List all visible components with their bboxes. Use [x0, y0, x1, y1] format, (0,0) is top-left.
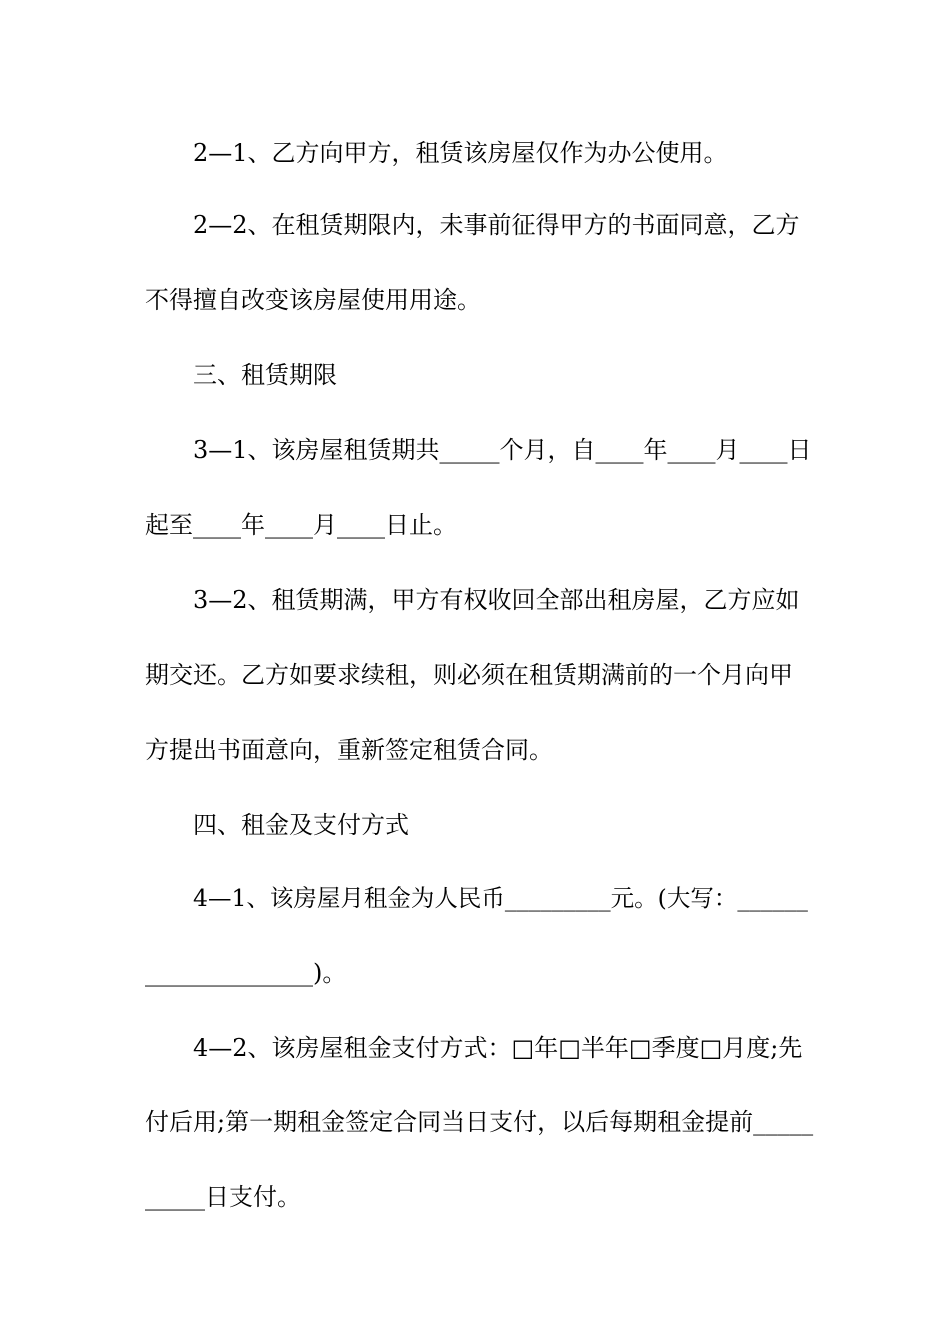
clause-3-2-line-3: 方提出书面意向，重新签定租赁合同。: [145, 736, 553, 764]
clause-4-1-line-1: 4—1、该房屋月租金为人民币_________元。(大写：______: [193, 884, 808, 912]
clause-4-2-line-2: 付后用;第一期租金签定合同当日支付，以后每期租金提前_____: [145, 1108, 814, 1136]
clause-4-2-line-3: _____日支付。: [145, 1183, 301, 1211]
clause-3-1-line-1: 3—1、该房屋租赁期共_____个月，自____年____月____日: [193, 436, 812, 464]
clause-2-1: 2—1、乙方向甲方，租赁该房屋仅作为办公使用。: [193, 139, 728, 167]
clause-2-2-line-2: 不得擅自改变该房屋使用用途。: [145, 286, 481, 314]
clause-3-2-line-1: 3—2、租赁期满，甲方有权收回全部出租房屋，乙方应如: [193, 586, 800, 614]
clause-2-2-line-1: 2—2、在租赁期限内，未事前征得甲方的书面同意，乙方: [193, 211, 800, 239]
clause-3-2-line-2: 期交还。乙方如要求续租，则必须在租赁期满前的一个月向甲: [145, 661, 793, 689]
clause-4-1-line-2: ______________)。: [145, 959, 347, 987]
clause-3-1-line-2: 起至____年____月____日止。: [145, 511, 457, 539]
clause-4-2-line-1: 4—2、该房屋租金支付方式：□年□半年□季度□月度;先: [193, 1034, 803, 1062]
section-4-heading: 四、租金及支付方式: [193, 811, 409, 839]
section-3-heading: 三、租赁期限: [193, 361, 337, 389]
